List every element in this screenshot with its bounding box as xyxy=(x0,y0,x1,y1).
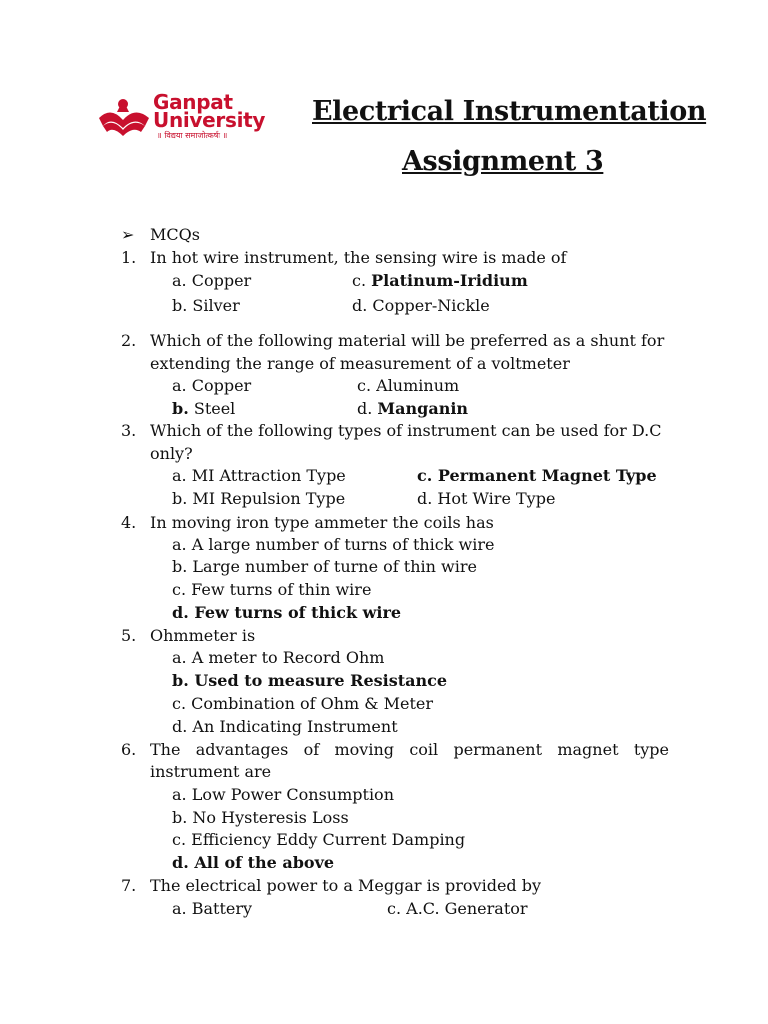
question-number: 1. xyxy=(121,248,137,267)
question-number: 4. xyxy=(121,513,137,532)
option-d: d. Copper-Nickle xyxy=(352,296,490,315)
option-b: b. Large number of turne of thin wire xyxy=(172,557,477,576)
option-c: c. Efficiency Eddy Current Damping xyxy=(172,830,466,849)
option-c: c. Few turns of thin wire xyxy=(172,580,372,599)
question-text: The advantages of moving coil permanent magnet type xyxy=(150,740,669,759)
option-a: a. A meter to Record Ohm xyxy=(172,648,385,667)
option-b: b. Used to measure Resistance xyxy=(172,671,448,690)
option-a: a. MI Attraction Type xyxy=(172,466,346,485)
bullet-icon: ➢ xyxy=(121,225,135,244)
question-number: 3. xyxy=(121,421,137,440)
option-d: d. Few turns of thick wire xyxy=(172,603,402,622)
logo-text-line1: Ganpat xyxy=(153,90,233,114)
option-a: a. Low Power Consumption xyxy=(172,785,394,804)
option-c: c. A.C. Generator xyxy=(387,899,528,918)
question-text: Ohmmeter is xyxy=(150,626,256,645)
option-b: b. Silver xyxy=(172,296,240,315)
option-c: c. Aluminum xyxy=(357,376,460,395)
option-b: b. MI Repulsion Type xyxy=(172,489,346,508)
question-text: Which of the following material will be preferred as a shunt for xyxy=(150,331,665,350)
question-text: The electrical power to a Meggar is provided by xyxy=(150,876,542,895)
section-label: MCQs xyxy=(150,225,200,244)
option-d: d. Manganin xyxy=(357,399,469,418)
option-b: b. No Hysteresis Loss xyxy=(172,808,349,827)
logo-text-line2: University xyxy=(153,108,266,132)
option-d: d. All of the above xyxy=(172,853,335,872)
university-logo xyxy=(95,92,285,142)
option-b: b. Steel xyxy=(172,399,236,418)
question-number: 2. xyxy=(121,331,137,350)
question-text-cont: instrument are xyxy=(150,762,272,781)
option-d: d. Hot Wire Type xyxy=(417,489,556,508)
document-subtitle: Assignment 3 xyxy=(402,146,604,177)
option-a: a. Copper xyxy=(172,376,252,395)
correct-answer: Manganin xyxy=(377,399,469,418)
question-number: 6. xyxy=(121,740,137,759)
option-c: c. Permanent Magnet Type xyxy=(417,466,657,485)
question-text-cont: extending the range of measurement of a voltmeter xyxy=(150,354,570,373)
logo-emblem-icon xyxy=(95,92,153,138)
option-c: c. Platinum-Iridium xyxy=(352,271,528,290)
option-d: d. An Indicating Instrument xyxy=(172,717,398,736)
document-title: Electrical Instrumentation xyxy=(312,96,707,127)
logo-tagline: ॥ विद्यया समाजोत्कर्षः ॥ xyxy=(157,131,228,140)
option-a: a. Battery xyxy=(172,899,253,918)
question-text-cont: only? xyxy=(150,444,193,463)
correct-answer: Platinum-Iridium xyxy=(371,271,528,290)
question-text: Which of the following types of instrument can be used for D.C xyxy=(150,421,662,440)
question-text: In moving iron type ammeter the coils has xyxy=(150,513,494,532)
question-number: 5. xyxy=(121,626,137,645)
option-c: c. Combination of Ohm & Meter xyxy=(172,694,433,713)
option-a: a. A large number of turns of thick wire xyxy=(172,535,495,554)
option-a: a. Copper xyxy=(172,271,252,290)
question-text: In hot wire instrument, the sensing wire is made of xyxy=(150,248,567,267)
question-number: 7. xyxy=(121,876,137,895)
